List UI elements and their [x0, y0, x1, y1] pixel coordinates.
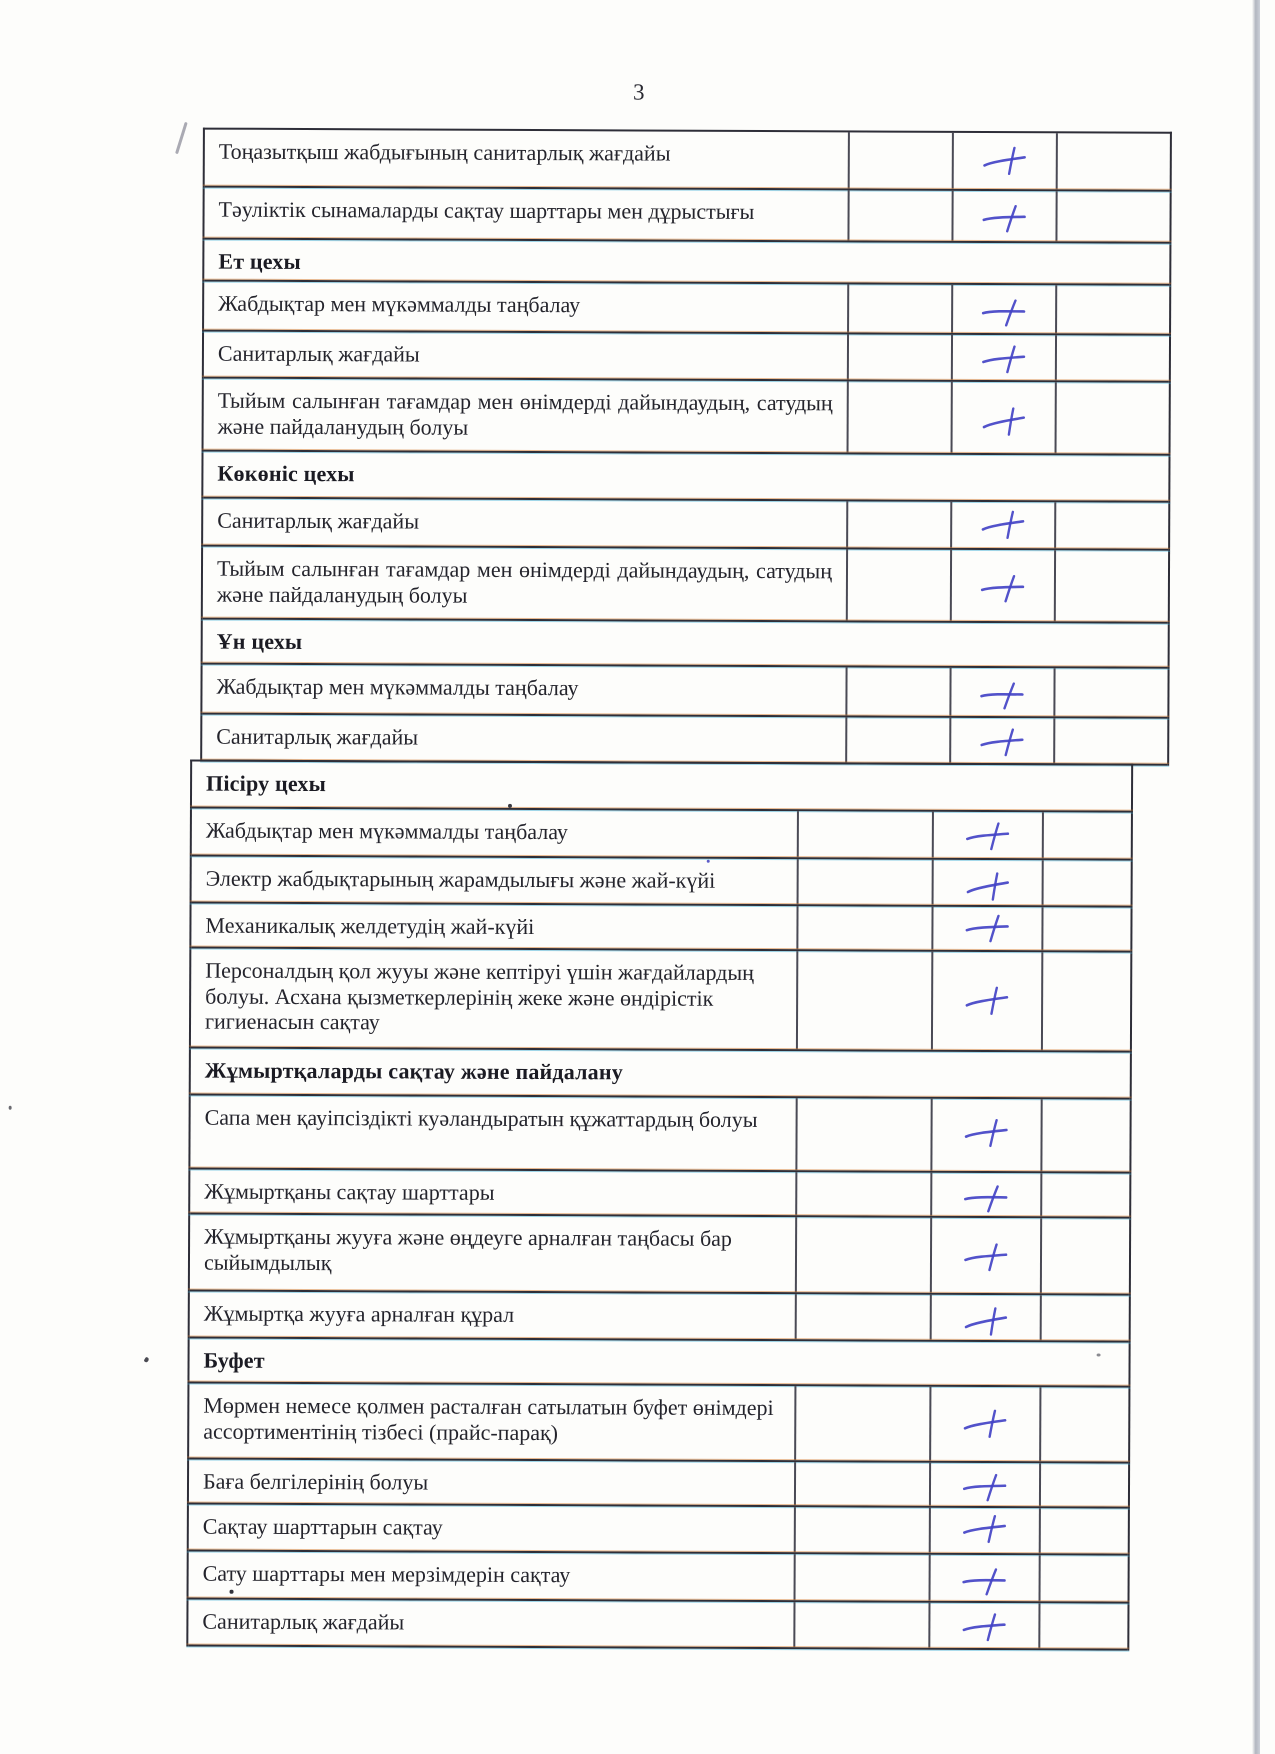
item-label: Тәуліктік сынамаларды сақтау шарттары мен дұрыстығы: [218, 196, 755, 224]
check-cell: [951, 285, 1055, 333]
note-cell: [1054, 502, 1168, 548]
item-label: Механикалық желдетудің жай-күйі: [205, 912, 535, 940]
checklist-row: [188, 1600, 1127, 1651]
item-label: Жабдықтар мен мүкәммалды таңбалау: [216, 673, 579, 701]
check-mark-icon: [953, 335, 1055, 380]
note-cell: [1042, 860, 1131, 905]
grade-cell: [846, 501, 950, 547]
pen-slash-mark: [175, 122, 187, 154]
section-title: Көкөніс цехы: [217, 460, 355, 487]
check-cell: [928, 1603, 1038, 1648]
check-mark-icon: [953, 382, 1055, 453]
note-cell: [1053, 718, 1167, 763]
check-mark-icon: [933, 907, 1041, 950]
check-mark-icon: [933, 952, 1041, 1050]
checklist-row: [203, 499, 1168, 551]
check-mark-icon: [932, 1218, 1040, 1293]
grade-cell: [845, 667, 949, 715]
ink-speck: [707, 860, 710, 863]
check-cell: [929, 1387, 1039, 1461]
ink-speck: [9, 1106, 12, 1110]
ink-speck: [508, 804, 512, 808]
checklist-row: [191, 904, 1130, 953]
section-header-row: [204, 240, 1169, 286]
grade-cell: [795, 1098, 930, 1171]
section-title: Ет цехы: [218, 248, 301, 274]
note-cell: [1042, 812, 1131, 858]
item-label: Персоналдың қол жууы және кептіруі үшін жағдайлардың болуы. Асхана қызметкерлерінің жеке және өндірістік гигиенасын сақтау: [204, 957, 755, 1035]
check-cell: [929, 1555, 1039, 1601]
item-label: Санитарлық жағдайы: [216, 723, 419, 750]
checklist-row: [190, 1292, 1129, 1343]
note-cell: [1039, 1555, 1128, 1601]
item-label: Сапа мен қауіпсіздікті куәландыратын құжаттардың болуы: [204, 1104, 758, 1132]
checklist-row: [192, 857, 1131, 908]
grade-cell: [847, 190, 951, 240]
grade-cell: [797, 811, 932, 858]
section-title: Жұмыртқаларды сақтау және пайдалану: [204, 1057, 624, 1085]
item-label: Жабдықтар мен мүкәммалды таңбалау: [218, 290, 581, 318]
grade-cell: [794, 1554, 929, 1601]
grade-cell: [848, 132, 952, 188]
checklist-table-lower: [186, 760, 1133, 1651]
note-cell: [1039, 1463, 1128, 1506]
check-mark-icon: [952, 502, 1054, 548]
item-label: Тыйым салынған тағамдар мен өнімдерді дайындаудың, сатудың және пайдаланудың болуы: [216, 555, 833, 608]
section-title: Пісіру цехы: [206, 770, 327, 797]
item-label: Электр жабдықтарының жарамдылығы және жай-күйі: [205, 865, 716, 893]
item-label: Жұмыртқаны сақтау шарттары: [204, 1178, 495, 1205]
checklist-row: [189, 1552, 1128, 1604]
note-cell: [1040, 1173, 1129, 1216]
scanner-edge-shadow: [1252, 0, 1260, 1754]
note-cell: [1056, 133, 1170, 189]
note-cell: [1055, 191, 1169, 241]
checklist-row: [189, 1384, 1128, 1464]
grade-cell: [847, 334, 951, 379]
item-label: Санитарлық жағдайы: [202, 1608, 405, 1635]
check-mark-icon: [953, 191, 1055, 241]
checklist-row: [203, 547, 1168, 624]
grade-cell: [845, 717, 949, 762]
check-mark-icon: [932, 1173, 1040, 1216]
item-label: Сақтау шарттарын сақтау: [202, 1513, 443, 1540]
section-header-row: [192, 762, 1131, 813]
grade-cell: [797, 859, 932, 905]
section-title: Ұн цехы: [216, 628, 303, 655]
note-cell: [1040, 1295, 1129, 1340]
grade-cell: [794, 1462, 929, 1506]
check-mark-icon: [951, 668, 1053, 716]
check-mark-icon: [931, 1463, 1039, 1506]
checklist-row: [192, 809, 1131, 861]
checklist-row: [205, 130, 1170, 192]
check-cell: [952, 133, 1056, 189]
check-mark-icon: [952, 550, 1054, 621]
section-header-row: [189, 1339, 1128, 1388]
check-mark-icon: [931, 1508, 1039, 1553]
checklist-row: [204, 188, 1169, 244]
check-cell: [929, 1508, 1039, 1553]
item-label: Баға белгілерінің болуы: [202, 1468, 429, 1495]
check-mark-icon: [932, 1295, 1040, 1340]
item-label: Сату шарттары мен мерзімдерін сақтау: [202, 1560, 571, 1588]
checklist-row: [189, 1505, 1128, 1556]
checklist-row: [190, 1215, 1129, 1296]
note-cell: [1038, 1603, 1127, 1648]
check-cell: [930, 1295, 1040, 1340]
ink-speck: [144, 1357, 150, 1363]
check-mark-icon: [934, 812, 1042, 858]
ink-speck: [230, 1590, 234, 1594]
check-cell: [931, 907, 1041, 950]
check-mark-icon: [931, 1555, 1039, 1601]
check-mark-icon: [931, 1387, 1039, 1461]
section-header-row: [203, 452, 1168, 503]
grade-cell: [794, 1386, 929, 1461]
check-cell: [931, 952, 1041, 1050]
check-cell: [949, 718, 1053, 763]
grade-cell: [793, 1602, 928, 1648]
check-cell: [951, 335, 1055, 380]
note-cell: [1055, 335, 1169, 380]
checklist-row: [204, 379, 1169, 456]
checklist-row: [202, 665, 1167, 719]
check-cell: [949, 668, 1053, 716]
checklist-row: [204, 282, 1169, 336]
check-cell: [930, 1099, 1040, 1171]
note-cell: [1039, 1387, 1128, 1461]
note-cell: [1053, 668, 1167, 716]
note-cell: [1039, 1508, 1128, 1553]
grade-cell: [847, 284, 951, 332]
check-cell: [930, 1218, 1040, 1293]
check-cell: [929, 1463, 1039, 1506]
checklist-row: [189, 1460, 1128, 1509]
note-cell: [1041, 952, 1130, 1050]
grade-cell: [846, 549, 950, 620]
item-label: Тоңазытқыш жабдығының санитарлық жағдайы: [218, 138, 671, 166]
item-label: Санитарлық жағдайы: [217, 507, 420, 534]
grade-cell: [794, 1507, 929, 1553]
checklist-row: [191, 949, 1130, 1053]
check-mark-icon: [953, 285, 1055, 333]
note-cell: [1040, 1099, 1129, 1171]
checklist-row: [202, 715, 1167, 766]
note-cell: [1040, 1218, 1129, 1293]
check-cell: [950, 550, 1054, 621]
item-label: Мөрмен немесе қолмен расталған сатылатын буфет өнімдері ассортиментінің тізбесі (прайс-парақ): [203, 1392, 774, 1445]
checklist-row: [190, 1170, 1129, 1219]
check-mark-icon: [934, 860, 1042, 905]
checklist-table-upper: [200, 128, 1172, 766]
grade-cell: [796, 906, 931, 950]
section-header-row: [191, 1049, 1130, 1100]
ink-speck: [1097, 1353, 1101, 1356]
check-mark-icon: [930, 1603, 1038, 1648]
page-number: 3: [633, 79, 645, 105]
note-cell: [1055, 285, 1169, 333]
check-mark-icon: [951, 718, 1053, 763]
note-cell: [1054, 550, 1168, 621]
check-cell: [950, 502, 1054, 548]
checklist-row: [190, 1096, 1129, 1174]
section-title: Буфет: [203, 1347, 265, 1373]
item-label: Жабдықтар мен мүкәммалды таңбалау: [205, 817, 568, 845]
check-cell: [951, 191, 1055, 241]
check-cell: [932, 812, 1042, 858]
check-cell: [930, 1173, 1040, 1216]
check-mark-icon: [954, 133, 1056, 189]
item-label: Тыйым салынған тағамдар мен өнімдерді дайындаудың, сатудың және пайдаланудың болуы: [217, 387, 833, 440]
check-cell: [951, 382, 1055, 453]
item-label: Санитарлық жағдайы: [217, 340, 420, 367]
section-header-row: [203, 620, 1168, 669]
grade-cell: [795, 1217, 930, 1293]
note-cell: [1041, 907, 1130, 950]
grade-cell: [796, 951, 931, 1050]
item-label: Жұмыртқа жууға арналған құрал: [203, 1300, 515, 1327]
check-mark-icon: [932, 1099, 1040, 1171]
grade-cell: [795, 1172, 930, 1216]
checklist-row: [204, 332, 1169, 383]
grade-cell: [795, 1294, 930, 1340]
grade-cell: [847, 381, 951, 452]
note-cell: [1055, 382, 1169, 453]
item-label: Жұмыртқаны жууға және өңдеуге арналған таңбасы бар сыйымдылық: [203, 1223, 732, 1275]
check-cell: [932, 860, 1042, 905]
